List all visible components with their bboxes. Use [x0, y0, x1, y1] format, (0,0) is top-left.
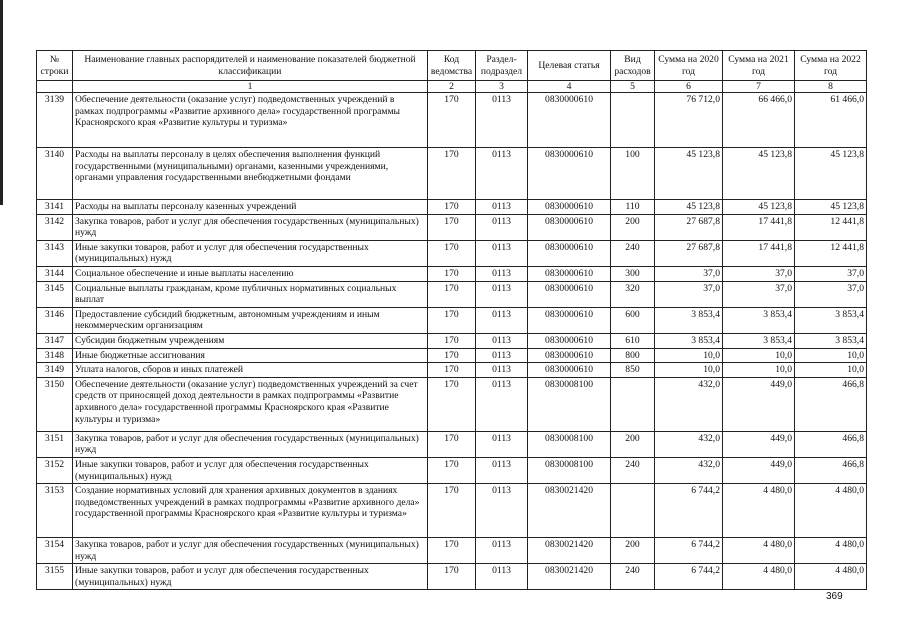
row-name-cell: Обеспечение деятельности (оказание услуг) подведомственных учреждений в рамках подпрограммы «Развитие архивного дела» государственной программы Красноярского края «Развитие культуры и туризма»	[73, 93, 428, 148]
section-cell: 0113	[476, 348, 528, 363]
column-number: 2	[428, 81, 476, 93]
sum-2022-cell: 61 466,0	[795, 93, 867, 148]
section-cell: 0113	[476, 240, 528, 266]
dept-code-cell: 170	[428, 348, 476, 363]
row-name-cell: Закупка товаров, работ и услуг для обеспечения государственных (муниципальных) нужд	[73, 538, 428, 564]
page-number: 369	[826, 591, 843, 602]
row-number-cell: 3145	[37, 281, 73, 307]
row-name-cell: Расходы на выплаты персоналу в целях обеспечения выполнения функций государственными (муниципальными) органами, казенными учреждениями, органами управления государственными внебюджетными фондами	[73, 148, 428, 200]
expense-type-cell	[611, 484, 655, 538]
sum-2022-cell: 466,8	[795, 431, 867, 457]
expense-type-cell: 200	[611, 538, 655, 564]
sum-2020-cell: 6 744,2	[655, 564, 723, 590]
target-cell: 0830000610	[528, 214, 611, 240]
table-row	[37, 93, 867, 148]
sum-2020-cell: 432,0	[655, 431, 723, 457]
dept-code-cell: 170	[428, 431, 476, 457]
section-cell: 0113	[476, 538, 528, 564]
row-number-cell: 3155	[37, 564, 73, 590]
row-name-cell: Расходы на выплаты персоналу казенных учреждений	[73, 200, 428, 215]
section-cell: 0113	[476, 281, 528, 307]
section-cell: 0113	[476, 148, 528, 200]
sum-2020-cell: 3 853,4	[655, 307, 723, 333]
header-sum-2021: Сумма на 2021 год	[723, 51, 795, 81]
sum-2021-cell: 66 466,0	[723, 93, 795, 148]
dept-code-cell: 170	[428, 377, 476, 431]
row-number-cell: 3146	[37, 307, 73, 333]
sum-2022-cell: 37,0	[795, 281, 867, 307]
sum-2021-cell: 4 480,0	[723, 564, 795, 590]
sum-2021-cell: 3 853,4	[723, 307, 795, 333]
column-number	[37, 81, 73, 93]
table-row	[37, 214, 867, 240]
target-cell: 0830000610	[528, 240, 611, 266]
section-cell: 0113	[476, 431, 528, 457]
row-name-cell: Иные закупки товаров, работ и услуг для обеспечения государственных (муниципальных) нужд	[73, 564, 428, 590]
target-cell: 0830008100	[528, 431, 611, 457]
row-number-cell: 3140	[37, 148, 73, 200]
sum-2020-cell: 10,0	[655, 348, 723, 363]
target-cell: 0830021420	[528, 564, 611, 590]
target-cell: 0830000610	[528, 348, 611, 363]
expense-type-cell: 240	[611, 240, 655, 266]
row-name-cell: Уплата налогов, сборов и иных платежей	[73, 363, 428, 378]
expense-type-cell: 200	[611, 214, 655, 240]
section-cell: 0113	[476, 307, 528, 333]
section-cell: 0113	[476, 484, 528, 538]
column-number: 5	[611, 81, 655, 93]
sum-2020-cell: 6 744,2	[655, 484, 723, 538]
section-cell: 0113	[476, 266, 528, 281]
dept-code-cell: 170	[428, 281, 476, 307]
expense-type-cell: 800	[611, 348, 655, 363]
table-row	[37, 457, 867, 483]
table-row	[37, 431, 867, 457]
expense-type-cell: 100	[611, 148, 655, 200]
sum-2020-cell: 45 123,8	[655, 148, 723, 200]
sum-2022-cell: 45 123,8	[795, 148, 867, 200]
dept-code-cell: 170	[428, 214, 476, 240]
table-row	[37, 200, 867, 215]
sum-2021-cell: 17 441,8	[723, 240, 795, 266]
row-number-cell: 3154	[37, 538, 73, 564]
row-number-cell: 3143	[37, 240, 73, 266]
sum-2021-cell: 4 480,0	[723, 484, 795, 538]
expense-type-cell: 600	[611, 307, 655, 333]
row-name-cell: Создание нормативных условий для хранения архивных документов в зданиях подведомственных учреждений в рамках подпрограммы «Развитие архивного дела» государственной программы Красноярского края «Развитие культуры и туризма»	[73, 484, 428, 538]
sum-2020-cell: 432,0	[655, 457, 723, 483]
sum-2022-cell: 37,0	[795, 266, 867, 281]
dept-code-cell: 170	[428, 363, 476, 378]
header-target: Целевая статья	[528, 51, 611, 81]
dept-code-cell: 170	[428, 333, 476, 348]
sum-2022-cell: 12 441,8	[795, 214, 867, 240]
sum-2021-cell: 449,0	[723, 377, 795, 431]
header-sum-2020: Сумма на 2020 год	[655, 51, 723, 81]
row-number-cell: 3152	[37, 457, 73, 483]
table-row	[37, 307, 867, 333]
row-number-cell: 3147	[37, 333, 73, 348]
sum-2022-cell: 45 123,8	[795, 200, 867, 215]
sum-2021-cell: 17 441,8	[723, 214, 795, 240]
column-number-row	[37, 81, 867, 93]
table-row	[37, 348, 867, 363]
sum-2022-cell: 12 441,8	[795, 240, 867, 266]
sum-2022-cell: 4 480,0	[795, 484, 867, 538]
expense-type-cell: 200	[611, 431, 655, 457]
header-row-no: № строки	[37, 51, 73, 81]
row-number-cell: 3151	[37, 431, 73, 457]
column-number: 1	[73, 81, 428, 93]
dept-code-cell: 170	[428, 564, 476, 590]
row-name-cell: Иные закупки товаров, работ и услуг для обеспечения государственных (муниципальных) нужд	[73, 457, 428, 483]
section-cell: 0113	[476, 93, 528, 148]
sum-2020-cell: 27 687,8	[655, 240, 723, 266]
column-number: 3	[476, 81, 528, 93]
row-name-cell: Предоставление субсидий бюджетным, автономным учреждениям и иным некоммерческим организациям	[73, 307, 428, 333]
section-cell: 0113	[476, 363, 528, 378]
dept-code-cell: 170	[428, 457, 476, 483]
row-name-cell: Субсидии бюджетным учреждениям	[73, 333, 428, 348]
target-cell: 0830000610	[528, 148, 611, 200]
column-number: 4	[528, 81, 611, 93]
expense-type-cell: 110	[611, 200, 655, 215]
dept-code-cell: 170	[428, 266, 476, 281]
row-number-cell: 3149	[37, 363, 73, 378]
sum-2022-cell: 4 480,0	[795, 564, 867, 590]
table-row	[37, 484, 867, 538]
target-cell: 0830000610	[528, 266, 611, 281]
section-cell: 0113	[476, 214, 528, 240]
expense-type-cell	[611, 93, 655, 148]
sum-2022-cell: 10,0	[795, 348, 867, 363]
header-name: Наименование главных распорядителей и наименование показателей бюджетной классификации	[73, 51, 428, 81]
sum-2022-cell: 3 853,4	[795, 307, 867, 333]
header-sum-2022: Сумма на 2022 год	[795, 51, 867, 81]
section-cell: 0113	[476, 333, 528, 348]
sum-2020-cell: 10,0	[655, 363, 723, 378]
table-row	[37, 377, 867, 431]
row-name-cell: Социальное обеспечение и иные выплаты населению	[73, 266, 428, 281]
sum-2021-cell: 449,0	[723, 457, 795, 483]
expense-type-cell: 320	[611, 281, 655, 307]
row-number-cell: 3148	[37, 348, 73, 363]
expense-type-cell: 240	[611, 457, 655, 483]
dept-code-cell: 170	[428, 240, 476, 266]
row-number-cell: 3150	[37, 377, 73, 431]
section-cell: 0113	[476, 200, 528, 215]
section-cell: 0113	[476, 564, 528, 590]
target-cell: 0830000610	[528, 333, 611, 348]
target-cell: 0830008100	[528, 377, 611, 431]
column-number: 6	[655, 81, 723, 93]
budget-table	[36, 50, 867, 590]
target-cell: 0830000610	[528, 363, 611, 378]
sum-2021-cell: 45 123,8	[723, 200, 795, 215]
header-expense-type: Вид расходов	[611, 51, 655, 81]
target-cell: 0830000610	[528, 200, 611, 215]
sum-2020-cell: 37,0	[655, 281, 723, 307]
expense-type-cell: 240	[611, 564, 655, 590]
table-header-row	[37, 51, 867, 81]
table-row	[37, 564, 867, 590]
dept-code-cell: 170	[428, 148, 476, 200]
sum-2022-cell: 466,8	[795, 457, 867, 483]
sum-2021-cell: 37,0	[723, 281, 795, 307]
table-row	[37, 148, 867, 200]
sum-2022-cell: 4 480,0	[795, 538, 867, 564]
target-cell: 0830021420	[528, 484, 611, 538]
section-cell: 0113	[476, 377, 528, 431]
row-name-cell: Иные закупки товаров, работ и услуг для обеспечения государственных (муниципальных) нужд	[73, 240, 428, 266]
column-number: 7	[723, 81, 795, 93]
sum-2022-cell: 10,0	[795, 363, 867, 378]
sum-2020-cell: 76 712,0	[655, 93, 723, 148]
expense-type-cell: 850	[611, 363, 655, 378]
expense-type-cell	[611, 377, 655, 431]
sum-2020-cell: 45 123,8	[655, 200, 723, 215]
table-row	[37, 333, 867, 348]
expense-type-cell: 610	[611, 333, 655, 348]
dept-code-cell: 170	[428, 484, 476, 538]
row-name-cell: Социальные выплаты гражданам, кроме публичных нормативных социальных выплат	[73, 281, 428, 307]
row-name-cell: Обеспечение деятельности (оказание услуг) подведомственных учреждений за счет средств от приносящей доход деятельности в рамках подпрограммы «Развитие архивного дела» государственной программы Красноярского края «Развитие культуры и туризма»	[73, 377, 428, 431]
sum-2022-cell: 466,8	[795, 377, 867, 431]
dept-code-cell: 170	[428, 200, 476, 215]
section-cell: 0113	[476, 457, 528, 483]
row-number-cell: 3141	[37, 200, 73, 215]
row-number-cell: 3142	[37, 214, 73, 240]
row-name-cell: Закупка товаров, работ и услуг для обеспечения государственных (муниципальных) нужд	[73, 214, 428, 240]
sum-2021-cell: 45 123,8	[723, 148, 795, 200]
row-name-cell: Закупка товаров, работ и услуг для обеспечения государственных (муниципальных) нужд	[73, 431, 428, 457]
header-section: Раздел-подраздел	[476, 51, 528, 81]
row-number-cell: 3144	[37, 266, 73, 281]
sum-2020-cell: 432,0	[655, 377, 723, 431]
row-number-cell: 3139	[37, 93, 73, 148]
dept-code-cell: 170	[428, 93, 476, 148]
expense-type-cell: 300	[611, 266, 655, 281]
table-row	[37, 281, 867, 307]
sum-2021-cell: 449,0	[723, 431, 795, 457]
target-cell: 0830021420	[528, 538, 611, 564]
dept-code-cell: 170	[428, 307, 476, 333]
table-row	[37, 538, 867, 564]
dept-code-cell: 170	[428, 538, 476, 564]
table-row	[37, 266, 867, 281]
sum-2021-cell: 3 853,4	[723, 333, 795, 348]
column-number: 8	[795, 81, 867, 93]
sum-2021-cell: 37,0	[723, 266, 795, 281]
table-row	[37, 240, 867, 266]
sum-2021-cell: 4 480,0	[723, 538, 795, 564]
sum-2020-cell: 37,0	[655, 266, 723, 281]
sum-2022-cell: 3 853,4	[795, 333, 867, 348]
sum-2020-cell: 27 687,8	[655, 214, 723, 240]
row-name-cell: Иные бюджетные ассигнования	[73, 348, 428, 363]
sum-2021-cell: 10,0	[723, 348, 795, 363]
target-cell: 0830000610	[528, 93, 611, 148]
header-dept-code: Код ведомства	[428, 51, 476, 81]
target-cell: 0830000610	[528, 307, 611, 333]
sum-2021-cell: 10,0	[723, 363, 795, 378]
scan-edge-mark	[0, 0, 3, 205]
sum-2020-cell: 6 744,2	[655, 538, 723, 564]
row-number-cell: 3153	[37, 484, 73, 538]
table-row	[37, 363, 867, 378]
target-cell: 0830000610	[528, 281, 611, 307]
target-cell: 0830008100	[528, 457, 611, 483]
sum-2020-cell: 3 853,4	[655, 333, 723, 348]
